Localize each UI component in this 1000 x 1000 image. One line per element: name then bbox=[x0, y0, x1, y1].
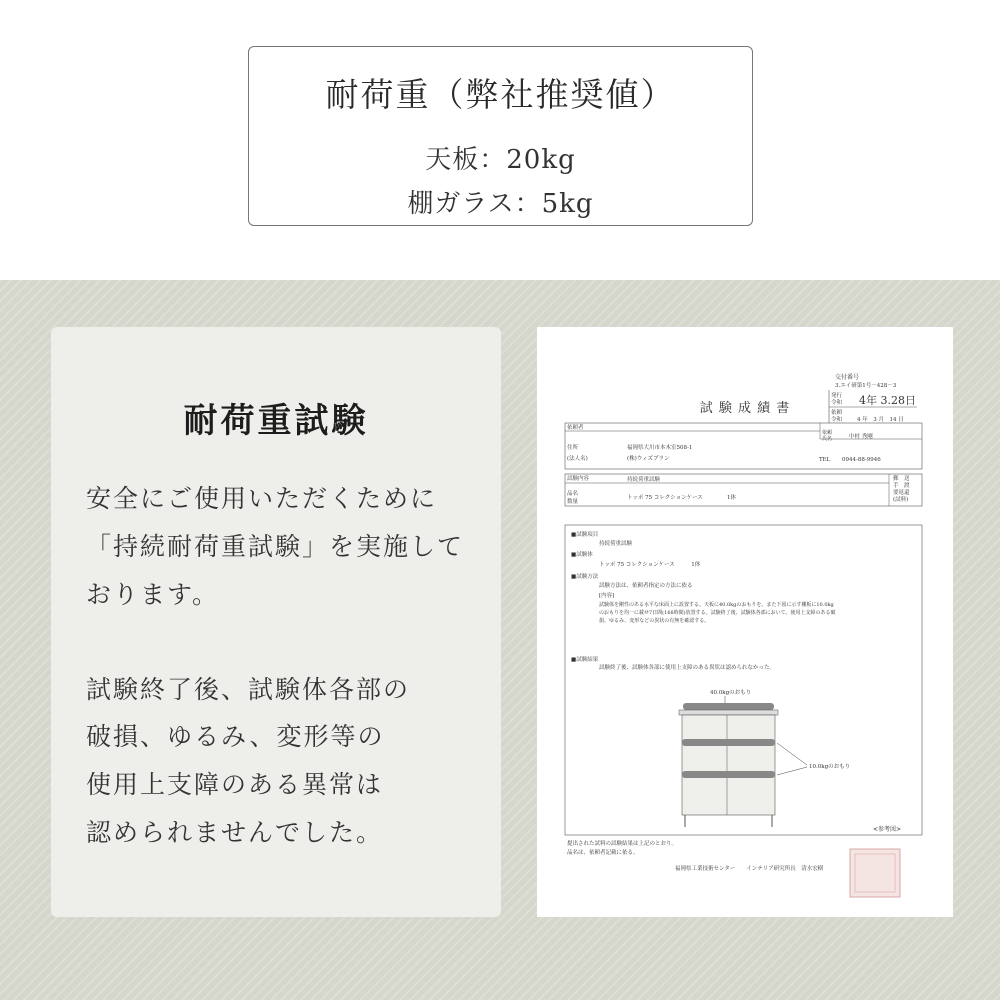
method-line: 損、ゆるみ、変形などの異状の有無を確認する。 bbox=[599, 618, 710, 624]
load-test-title: 耐荷重試験 bbox=[183, 401, 369, 441]
issue-no-label: 交付番号 bbox=[835, 374, 860, 381]
body-text-line: 使用上支障のある異常は bbox=[86, 770, 384, 799]
product-name: トッポ 75 コレクションケース bbox=[627, 495, 703, 501]
section-result-title: ■試験結果 bbox=[571, 657, 599, 663]
cabinet-diagram bbox=[679, 689, 901, 833]
product-qty: 1体 bbox=[727, 495, 736, 501]
fig-top-label: 40.0kgのおもり bbox=[710, 690, 752, 696]
load-capacity-title: 耐荷重（弊社推奨値） bbox=[325, 75, 676, 114]
side-label-return: 要返還 bbox=[893, 490, 910, 496]
fig-side-label: 10.0kgのおもり bbox=[809, 764, 851, 770]
address-label: 住所 bbox=[567, 445, 579, 451]
corp-label: (法人名) bbox=[567, 456, 588, 462]
footer-line: 提出された試料の試験結果は上記のとおり。 bbox=[567, 841, 678, 847]
method-line: 試験方法は、依頼者指定の方法に依る bbox=[599, 583, 693, 589]
fig-reference: <参考図> bbox=[873, 826, 902, 833]
top-plate-capacity: 天板：20kg bbox=[425, 145, 576, 175]
side-label-hand: 手 渡 bbox=[893, 483, 910, 489]
body-text-line: 破損、ゆるみ、変形等の bbox=[86, 722, 385, 751]
corp-name: (株)ウィズプラン bbox=[627, 456, 670, 462]
body-text-line: 試験終了後、試験体各部の bbox=[86, 675, 411, 704]
name-label: 氏名 bbox=[822, 436, 833, 442]
section-specimen-body: トッポ 75 コレクションケース 1体 bbox=[599, 562, 701, 568]
section-result-body: 試験終了後、試験体各部に使用上支障のある異状は認められなかった。 bbox=[599, 665, 776, 671]
client-label: 依頼者 bbox=[567, 425, 584, 431]
side-label-sample: (試料) bbox=[893, 497, 909, 503]
method-line: のおもりを均一に載せ7日間(168時間)放置する。試験終了後、試験体各部において、使用上支障のある破 bbox=[599, 610, 836, 616]
issue-date-label1: 発行 bbox=[831, 393, 843, 399]
footer-line: 品名は、依頼者記載に依る。 bbox=[567, 850, 639, 856]
issuer: 福岡県工業技術センター インテリア研究所長 清水宏樹 bbox=[675, 866, 824, 872]
issue-date: 4年 3.28日 bbox=[859, 394, 916, 407]
method-line: [内容] bbox=[599, 593, 615, 599]
request-date: 4 年 3 月 14 日 bbox=[857, 417, 904, 423]
load-capacity-box bbox=[248, 46, 753, 226]
request-label-2: 依頼 bbox=[822, 430, 833, 436]
section-test-item-body: 持続荷重試験 bbox=[599, 541, 633, 547]
certificate-title: 試 験 成 績 書 bbox=[699, 401, 791, 416]
body-text-line: おります。 bbox=[86, 580, 220, 609]
official-seal bbox=[850, 849, 900, 897]
issue-no: 3.エイ研第1号－428－3 bbox=[835, 383, 897, 389]
section-specimen-title: ■試験体 bbox=[571, 552, 593, 558]
certificate-document bbox=[537, 327, 953, 917]
side-label-mail: 郵 送 bbox=[893, 476, 910, 482]
body-text-line: 安全にご使用いただくために bbox=[86, 484, 438, 513]
request-date-label: 令和 bbox=[831, 417, 843, 423]
qty-label: 数量 bbox=[567, 499, 579, 505]
tel-label: TEL bbox=[819, 457, 831, 463]
load-test-panel bbox=[51, 327, 501, 917]
request-label: 依頼 bbox=[831, 410, 843, 416]
body-text-line: 「持続耐荷重試験」を実施して bbox=[86, 532, 465, 561]
product-label: 品名 bbox=[567, 491, 579, 497]
body-text-line: 認められませんでした。 bbox=[86, 818, 384, 847]
glass-shelf-capacity: 棚ガラス：5kg bbox=[407, 189, 594, 219]
test-content: 持続荷重試験 bbox=[627, 477, 661, 483]
section-test-item-title: ■試験項目 bbox=[571, 532, 599, 538]
address: 福岡県大川市本木室508-1 bbox=[627, 445, 693, 451]
tel: 0944-88-9946 bbox=[842, 457, 881, 463]
client-name: 中村 秀剛 bbox=[849, 434, 873, 440]
section-method-title: ■試験方法 bbox=[571, 574, 599, 580]
test-content-label: 試験内容 bbox=[567, 476, 590, 482]
test-certificate bbox=[537, 327, 953, 917]
method-line: 試験体を剛性のある水平な床面上に設置する。天板に40.0kgのおもりを、また下図に示す棚板に10.0kg bbox=[599, 602, 834, 608]
issue-date-label2: 令和 bbox=[831, 400, 843, 406]
